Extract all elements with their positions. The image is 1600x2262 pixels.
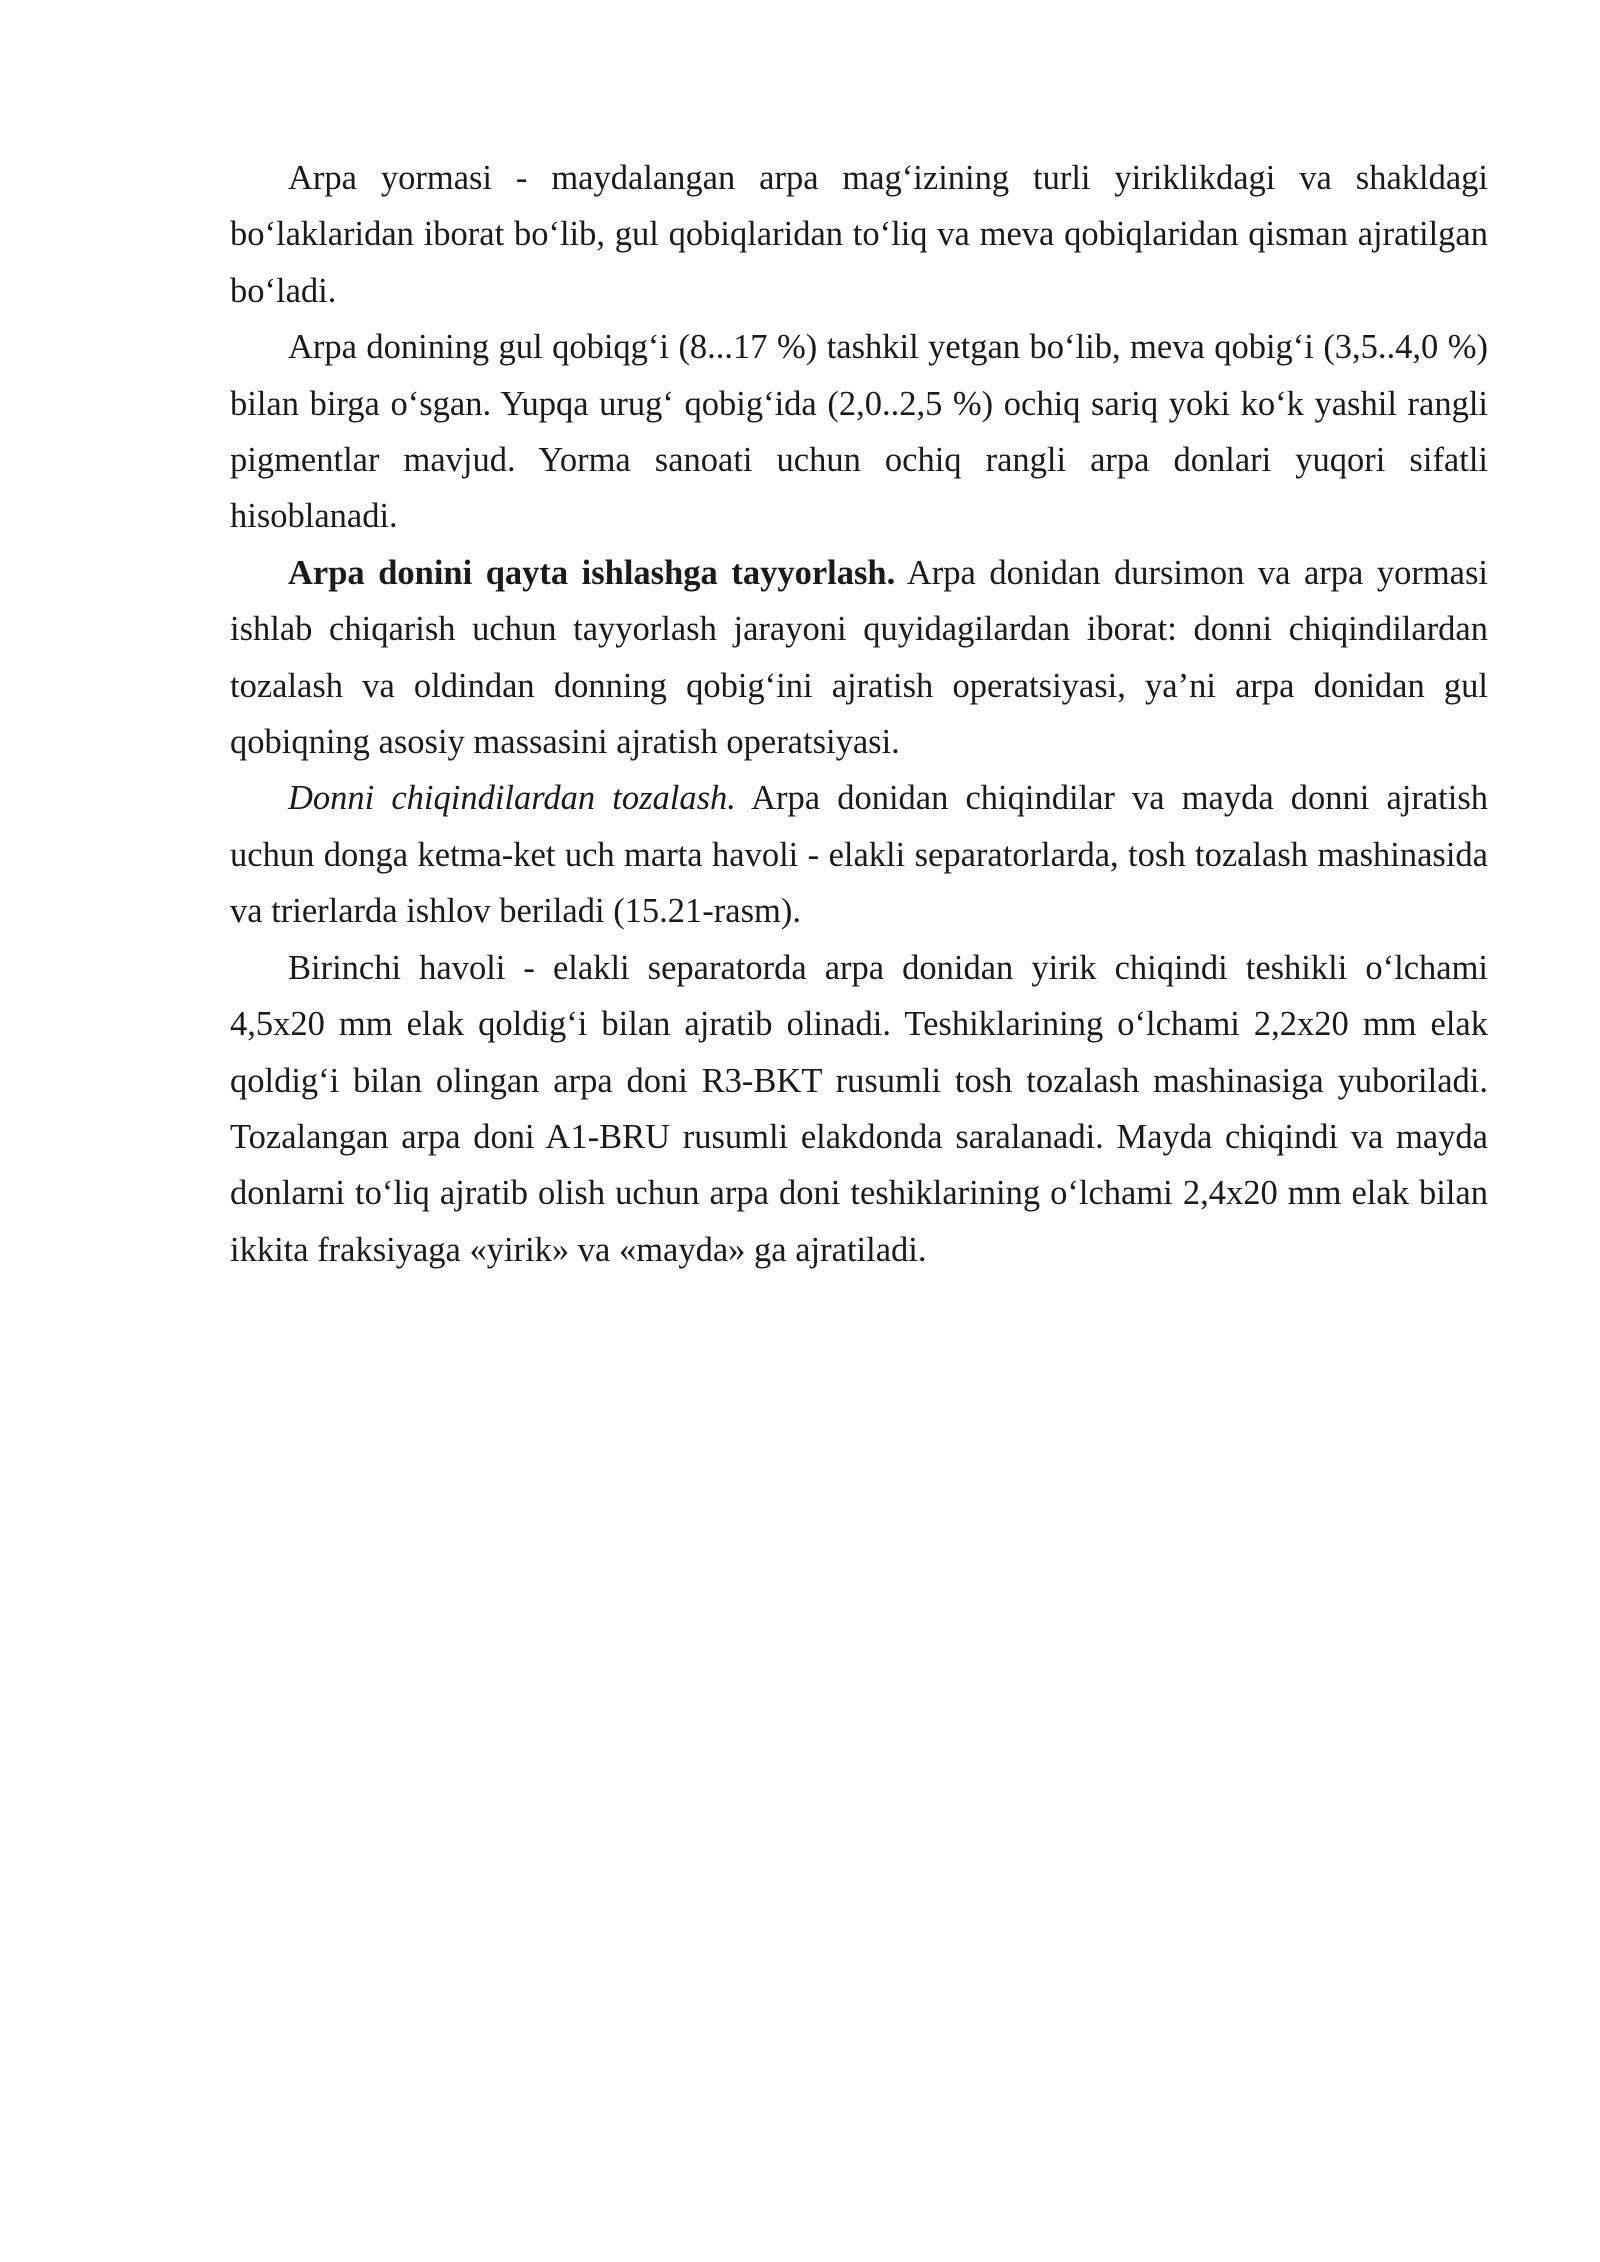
paragraph-heading-italic: Donni chiqindilardan tozalash. — [288, 779, 736, 818]
paragraph-text: Arpa yormasi - maydalangan arpa mag‘izining turli yiriklikdagi va shakldagi bo‘laklaridan iborat bo‘lib, gul qobiqlaridan to‘liq va meva qobiqlaridan qisman ajratilgan bo‘ladi. — [230, 159, 1488, 310]
paragraph-text: Birinchi havoli - elakli separatorda arpa donidan yirik chiqindi teshikli o‘lchami 4,5x20 mm elak qoldig‘i bilan ajratib olinadi. Teshiklarining o‘lchami 2,2x20 mm elak qoldig‘i bilan olingan arpa doni R3-BKT rusumli tosh tozalash mashinasiga yuboriladi. Tozalangan arpa doni A1-BRU rusumli elakdonda saralanadi. Mayda chiqindi va mayda donlarni to‘liq ajratib olish uchun arpa doni teshiklarining o‘lchami 2,4x20 mm elak bilan ikkita fraksiyaga «yirik» va «mayda» ga ajratiladi. — [230, 948, 1488, 1269]
paragraph-text: Arpa donidan chiqindilar va mayda donni ajratish uchun donga ketma-ket uch marta havoli - elakli separatorlarda, tosh tozalash mashinasida va trierlarda ishlov beriladi (15.21-rasm). — [230, 779, 1488, 931]
paragraph-barley-grain-husk — [230, 319, 1488, 545]
paragraph-separator-process — [230, 940, 1488, 1278]
paragraph-barley-groats-definition — [230, 150, 1488, 319]
paragraph-text: Arpa donidan dursimon va arpa yormasi ishlab chiqarish uchun tayyorlash jarayoni quyidagilardan iborat: donni chiqindilardan tozalash va oldindan donning qobig‘ini ajratish operatsiyasi, ya’ni arpa donidan gul qobiqning asosiy massasini ajratish operatsiyasi. — [230, 553, 1488, 762]
body-text — [230, 150, 1488, 1278]
paragraph-heading-bold: Arpa donini qayta ishlashga tayyorlash. — [288, 553, 896, 592]
paragraph-cleaning-from-impurities — [230, 770, 1488, 939]
paragraph-text: Arpa donining gul qobiqg‘i (8...17 %) tashkil yetgan bo‘lib, meva qobig‘i (3,5..4,0 %) bilan birga o‘sgan. Yupqa urug‘ qobig‘ida (2,0..2,5 %) ochiq sariq yoki ko‘k yashil rangli pigmentlar mavjud. Yorma sanoati uchun ochiq rangli arpa donlari yuqori sifatli hisoblanadi. — [230, 328, 1488, 536]
paragraph-barley-preparation — [230, 545, 1488, 771]
